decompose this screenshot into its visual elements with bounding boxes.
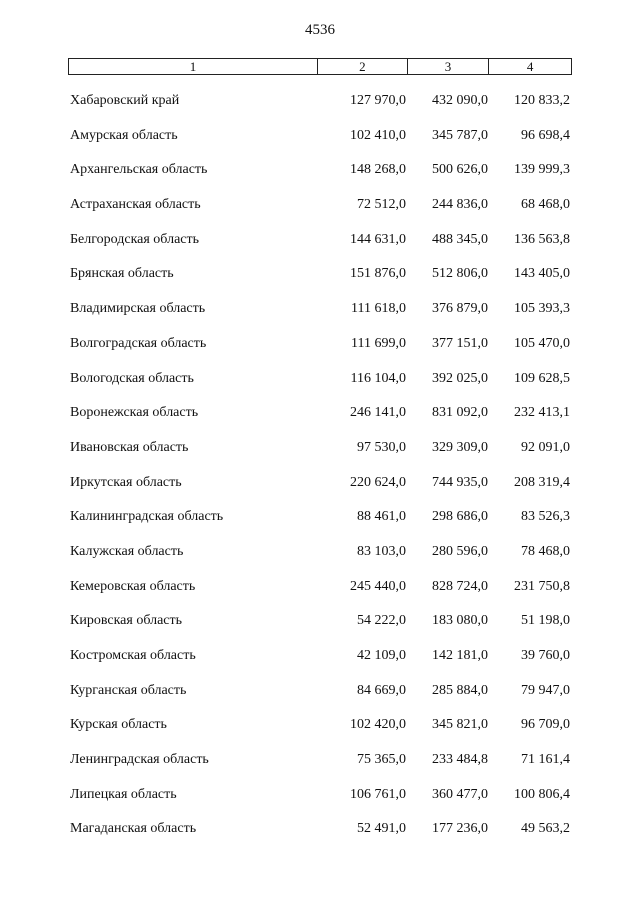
value-col-2: 245 440,0 xyxy=(350,578,406,594)
value-col-2: 75 365,0 xyxy=(357,752,406,768)
region-name: Астраханская область xyxy=(70,197,201,213)
value-col-3: 376 879,0 xyxy=(432,301,488,317)
region-name: Воронежская область xyxy=(70,405,199,421)
value-col-4: 231 750,8 xyxy=(514,578,570,594)
value-col-4: 120 833,2 xyxy=(514,93,570,108)
value-col-3: 432 090,0 xyxy=(432,93,488,108)
value-col-3: 828 724,0 xyxy=(432,578,488,594)
table-row xyxy=(0,364,640,399)
value-col-2: 42 109,0 xyxy=(357,648,406,663)
header-col-1: 1 xyxy=(69,59,318,74)
table-row xyxy=(0,710,640,745)
value-col-2: 52 491,0 xyxy=(357,821,406,837)
value-col-4: 51 198,0 xyxy=(521,613,570,629)
value-col-2: 111 618,0 xyxy=(351,301,406,317)
value-col-4: 96 709,0 xyxy=(521,717,570,733)
region-name: Калужская область xyxy=(70,543,184,559)
value-col-2: 127 970,0 xyxy=(350,93,406,108)
value-col-3: 512 806,0 xyxy=(432,266,488,282)
table-row xyxy=(0,190,640,225)
value-col-3: 345 821,0 xyxy=(432,717,488,733)
value-col-2: 220 624,0 xyxy=(350,474,406,490)
value-col-2: 102 410,0 xyxy=(350,127,406,143)
value-col-2: 88 461,0 xyxy=(357,509,406,525)
value-col-4: 96 698,4 xyxy=(521,127,570,143)
value-col-3: 177 236,0 xyxy=(432,821,488,837)
value-col-3: 345 787,0 xyxy=(432,127,488,143)
table-row xyxy=(0,745,640,780)
region-name: Волгоградская область xyxy=(70,335,207,351)
value-col-4: 109 628,5 xyxy=(514,370,570,386)
value-col-2: 54 222,0 xyxy=(357,613,406,629)
value-col-3: 183 080,0 xyxy=(432,613,488,629)
region-name: Костромская область xyxy=(70,648,196,663)
region-name: Кировская область xyxy=(70,613,183,629)
value-col-4: 78 468,0 xyxy=(521,543,570,559)
table-row xyxy=(0,398,640,433)
region-name: Курганская область xyxy=(70,682,187,698)
value-col-3: 500 626,0 xyxy=(432,162,488,178)
value-col-3: 831 092,0 xyxy=(432,405,488,421)
region-name: Кемеровская область xyxy=(70,578,196,594)
table-row xyxy=(0,329,640,364)
value-col-4: 136 563,8 xyxy=(514,231,570,247)
table-body xyxy=(0,86,640,849)
table-row xyxy=(0,814,640,849)
value-col-2: 84 669,0 xyxy=(357,682,406,698)
value-col-4: 105 393,3 xyxy=(514,301,570,317)
value-col-3: 142 181,0 xyxy=(432,648,488,663)
region-name: Брянская область xyxy=(70,266,174,282)
region-name: Владимирская область xyxy=(70,301,206,317)
table-row xyxy=(0,86,640,121)
value-col-4: 105 470,0 xyxy=(514,335,570,351)
value-col-2: 246 141,0 xyxy=(350,405,406,421)
region-name: Амурская область xyxy=(70,127,178,143)
value-col-4: 49 563,2 xyxy=(521,821,570,837)
value-col-2: 72 512,0 xyxy=(357,197,406,213)
value-col-2: 83 103,0 xyxy=(357,543,406,559)
region-name: Белгородская область xyxy=(70,231,200,247)
value-col-2: 111 699,0 xyxy=(351,335,406,351)
table-header xyxy=(68,58,572,75)
value-col-3: 360 477,0 xyxy=(432,786,488,802)
table-row xyxy=(0,433,640,468)
region-name: Магаданская область xyxy=(70,821,197,837)
value-col-4: 100 806,4 xyxy=(514,786,570,802)
value-col-3: 285 884,0 xyxy=(432,682,488,698)
header-col-3: 3 xyxy=(408,59,490,74)
value-col-2: 151 876,0 xyxy=(350,266,406,282)
value-col-4: 83 526,3 xyxy=(521,509,570,525)
value-col-4: 143 405,0 xyxy=(514,266,570,282)
header-col-4: 4 xyxy=(526,59,534,74)
table-row xyxy=(0,780,640,815)
region-name: Вологодская область xyxy=(70,370,194,386)
value-col-3: 744 935,0 xyxy=(432,474,488,490)
value-col-3: 377 151,0 xyxy=(432,335,488,351)
value-col-3: 298 686,0 xyxy=(432,509,488,525)
table-row xyxy=(0,468,640,503)
value-col-4: 208 319,4 xyxy=(514,474,570,490)
value-col-4: 71 161,4 xyxy=(521,752,570,768)
region-name: Курская область xyxy=(70,717,167,733)
value-col-4: 232 413,1 xyxy=(514,405,570,421)
value-col-2: 106 761,0 xyxy=(350,786,406,802)
value-col-4: 79 947,0 xyxy=(521,682,570,698)
region-name: Ивановская область xyxy=(70,439,189,455)
page-number: 4536 xyxy=(305,22,335,38)
value-col-2: 102 420,0 xyxy=(350,717,406,733)
table-row xyxy=(0,121,640,156)
table-row xyxy=(0,155,640,190)
value-col-3: 329 309,0 xyxy=(432,439,488,455)
table-row xyxy=(0,606,640,641)
region-name: Архангельская область xyxy=(70,162,208,178)
value-col-3: 244 836,0 xyxy=(432,197,488,213)
region-name: Хабаровский край xyxy=(70,93,180,108)
value-col-2: 148 268,0 xyxy=(350,162,406,178)
value-col-4: 92 091,0 xyxy=(521,439,570,455)
table-row xyxy=(0,537,640,572)
value-col-3: 392 025,0 xyxy=(432,370,488,386)
table-row xyxy=(0,259,640,294)
region-name: Калининградская область xyxy=(70,509,224,525)
table-row xyxy=(0,641,640,676)
table-row xyxy=(0,676,640,711)
value-col-2: 116 104,0 xyxy=(350,370,406,386)
table-row xyxy=(0,572,640,607)
value-col-3: 488 345,0 xyxy=(432,231,488,247)
table-row xyxy=(0,225,640,260)
value-col-4: 139 999,3 xyxy=(514,162,570,178)
table-row xyxy=(0,294,640,329)
value-col-4: 68 468,0 xyxy=(521,197,570,213)
value-col-4: 39 760,0 xyxy=(521,648,570,663)
region-name: Липецкая область xyxy=(70,786,177,802)
region-name: Ленинградская область xyxy=(70,752,209,768)
table-row xyxy=(0,502,640,537)
value-col-3: 233 484,8 xyxy=(432,752,488,768)
header-col-2: 2 xyxy=(318,59,408,74)
region-name: Иркутская область xyxy=(70,474,182,490)
value-col-2: 144 631,0 xyxy=(350,231,406,247)
value-col-3: 280 596,0 xyxy=(432,543,488,559)
value-col-2: 97 530,0 xyxy=(357,439,406,455)
